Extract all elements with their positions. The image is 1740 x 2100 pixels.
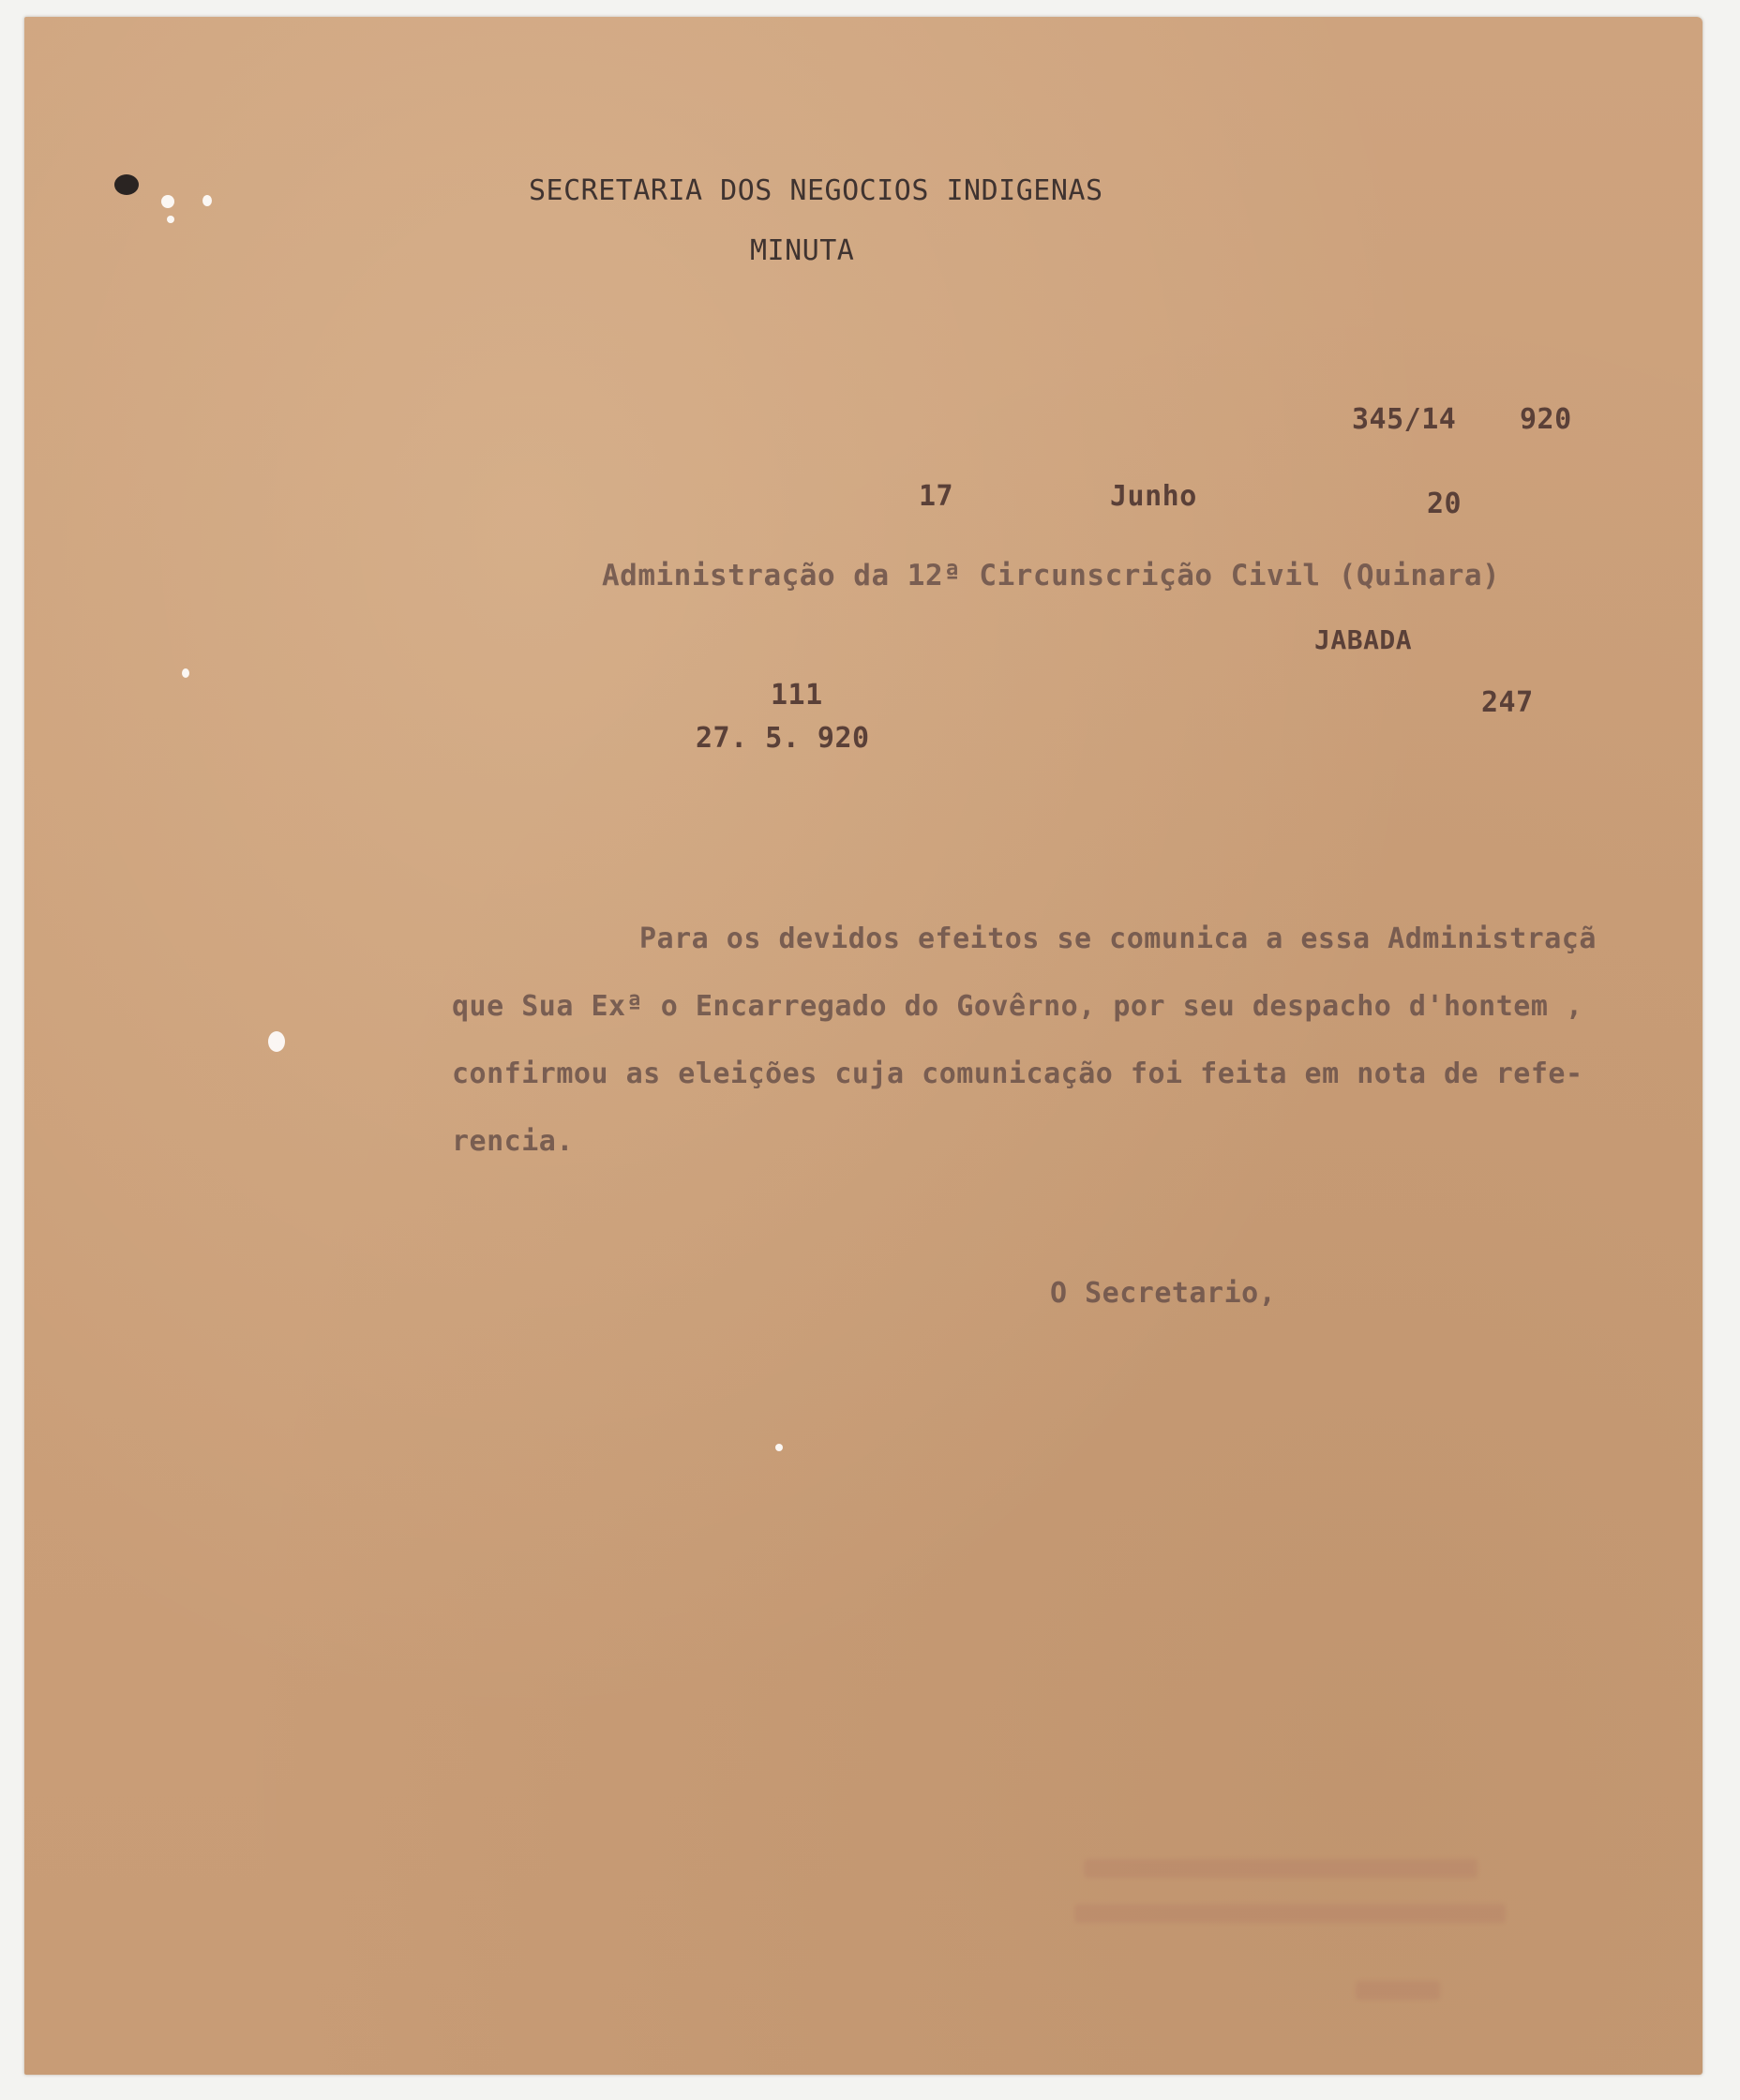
paper-damage-spot [268,1031,285,1052]
reference-number: 345/14 [1352,403,1457,436]
cited-note-number: 111 [771,679,823,712]
cited-note-date: 27. 5. 920 [696,722,870,755]
faded-stamp [1074,1859,1524,2009]
document-type-heading: MINUTA [750,234,855,267]
cited-other-number: 247 [1481,686,1534,719]
date-month: Junho [1110,480,1197,513]
date-day: 17 [919,480,954,513]
office-heading: SECRETARIA DOS NEGOCIOS INDIGENAS [529,174,1103,207]
recipient-place: JABADA [1314,624,1413,655]
recipient-line: Administração da 12ª Circunscrição Civil (Quinara) [602,559,1501,592]
body-line-1: Para os devidos efeitos se comunica a essa Administraçã [639,922,1597,955]
body-line-4: rencia. [452,1125,574,1158]
body-line-3: confirmou as eleições cuja comunicação foi feita em nota de refe- [452,1058,1583,1090]
paper-damage-spot [161,195,174,208]
paper-damage-spot [775,1444,783,1451]
body-line-2: que Sua Exª o Encarregado do Govêrno, por seu despacho d'hontem , [452,990,1583,1023]
date-year: 20 [1427,488,1462,520]
paper-damage-spot [167,216,174,223]
paper-sheet [24,17,1702,2075]
reference-year: 920 [1520,403,1572,436]
punch-hole-mark [114,174,139,195]
signature-line: O Secretario, [1050,1277,1277,1310]
paper-damage-spot [202,195,212,206]
paper-damage-spot [182,668,189,678]
